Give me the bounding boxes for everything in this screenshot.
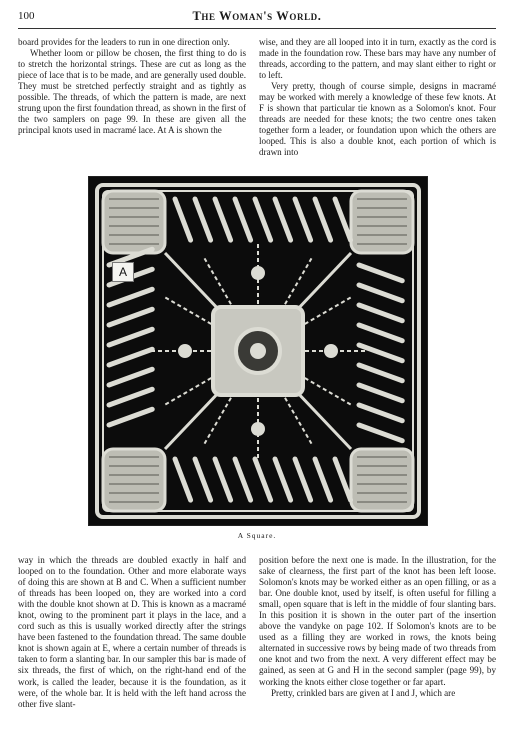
slanting-bar — [109, 349, 152, 365]
slanting-bar — [359, 425, 402, 441]
slanting-bar — [275, 459, 291, 500]
slanting-bar — [359, 385, 402, 401]
paragraph: way in which the threads are doubled exactly in half and looped on to the foundation. Other and more elaborate ways of doing this are shown at B and C. When a sufficient number of threads has been looped on, they are worked into a cord with the double knot shown at D. This is known as a macramé knot, owing to the prominent part it plays in the lace, and a cord such as this is usually worked directly after the strings have been fastened to the foundation thread. The same double knot is shown again at E, where a certain number of threads is taken to form a slanting bar. In our sampler this bar is made of six threads, the first of which, on the right-hand end of the work, is called the leader, because it is the foundation, as it were, of the whole bar. It is held with the left hand across the other five slant- — [18, 555, 246, 709]
slanting-bar — [315, 459, 331, 500]
solomon-knot — [251, 422, 265, 436]
slanting-bar — [109, 369, 152, 385]
slanting-bar — [255, 459, 271, 500]
slanting-bar — [295, 199, 311, 240]
column-bottom-left — [18, 555, 246, 710]
slanting-bar — [195, 199, 211, 240]
slanting-bar — [109, 309, 152, 325]
paragraph: Very pretty, though of course simple, designs in macramé may be worked with merely a knowledge of these few knots. At F is shown that particular tie known as a Solomon's knot. Four threads are needed for these knots; the two centre ones taken together form a leader, or foundation upon which the others are looped. This is also a double knot, each portion of which is drawn into — [259, 81, 496, 158]
slanting-bar — [335, 459, 351, 500]
slanting-bar — [359, 405, 402, 421]
slanting-bar — [235, 199, 251, 240]
paragraph: wise, and they are all looped into it in turn, exactly as the cord is made in the foundation row. These bars may have any number of threads, according to the pattern, and may slant either to right or to left. — [259, 37, 496, 81]
slanting-bar — [109, 409, 152, 425]
slanting-bar — [175, 459, 191, 500]
column-top-right — [259, 37, 496, 159]
slanting-bar — [295, 459, 311, 500]
slanting-bar — [359, 305, 402, 321]
slanting-bar — [215, 459, 231, 500]
slanting-bar — [109, 389, 152, 405]
column-bottom-right — [259, 555, 496, 699]
running-header — [18, 8, 496, 29]
slanting-bar — [109, 289, 152, 305]
paragraph: Whether loom or pillow be chosen, the first thing to do is to stretch the horizontal strings. These are cut as long as the piece of lace that is to be made, and are generally used double. They must be stretched perfectly straight and as tightly as possible. The threads, of which the pattern is made, are next strung upon the first foundation thread, as shown in the first of the two samplers on page 99. In these are given all the principal knots used in macramé lace. At A is shown the — [18, 48, 246, 136]
figure-caption: A Square. — [237, 531, 277, 540]
macrame-square-illustration — [88, 176, 428, 526]
slanting-bar — [359, 365, 402, 381]
slanting-bar — [235, 459, 251, 500]
slanting-bar — [215, 199, 231, 240]
slanting-bar — [175, 199, 191, 240]
slanting-bar — [335, 199, 351, 240]
slanting-bar — [315, 199, 331, 240]
solomon-knot — [251, 266, 265, 280]
slanting-bar — [359, 285, 402, 301]
macrame-drawing — [89, 177, 427, 525]
paragraph: Pretty, crinkled bars are given at I and J, which are — [271, 687, 456, 698]
journal-title: The Woman's World. — [192, 9, 322, 23]
centre-knot — [250, 343, 266, 359]
page-number: 100 — [18, 10, 35, 22]
slanting-bar — [359, 345, 402, 361]
slanting-bar — [275, 199, 291, 240]
column-top-left — [18, 37, 246, 136]
figure-marker-label: A — [112, 262, 134, 282]
paragraph: board provides for the leaders to run in one direction only. — [18, 37, 230, 47]
paragraph: position before the next one is made. In the illustration, for the sake of clearness, the first part of the knot has been left loose. Solomon's knots may be worked either as an open filling, or as a bar. One double knot, used by itself, is often useful for filling a small, open square that is left in the middle of four slanting bars. In this position it is shown in the outer part of the insertion above the vandyke on page 102. If Solomon's knots are to be used as a filling they are worked in rows, the knots being alternated in successive rows by being made of two threads from one knot and two from the next. A very different effect may be gained, as seen at G and H in the second sampler (page 99), by working the knots either close together or far apart. — [259, 555, 496, 687]
slanting-bar — [195, 459, 211, 500]
slanting-bar — [359, 325, 402, 341]
slanting-bar — [359, 265, 402, 281]
slanting-bar — [255, 199, 271, 240]
slanting-bar — [109, 329, 152, 345]
solomon-knot — [324, 344, 338, 358]
solomon-knot — [178, 344, 192, 358]
